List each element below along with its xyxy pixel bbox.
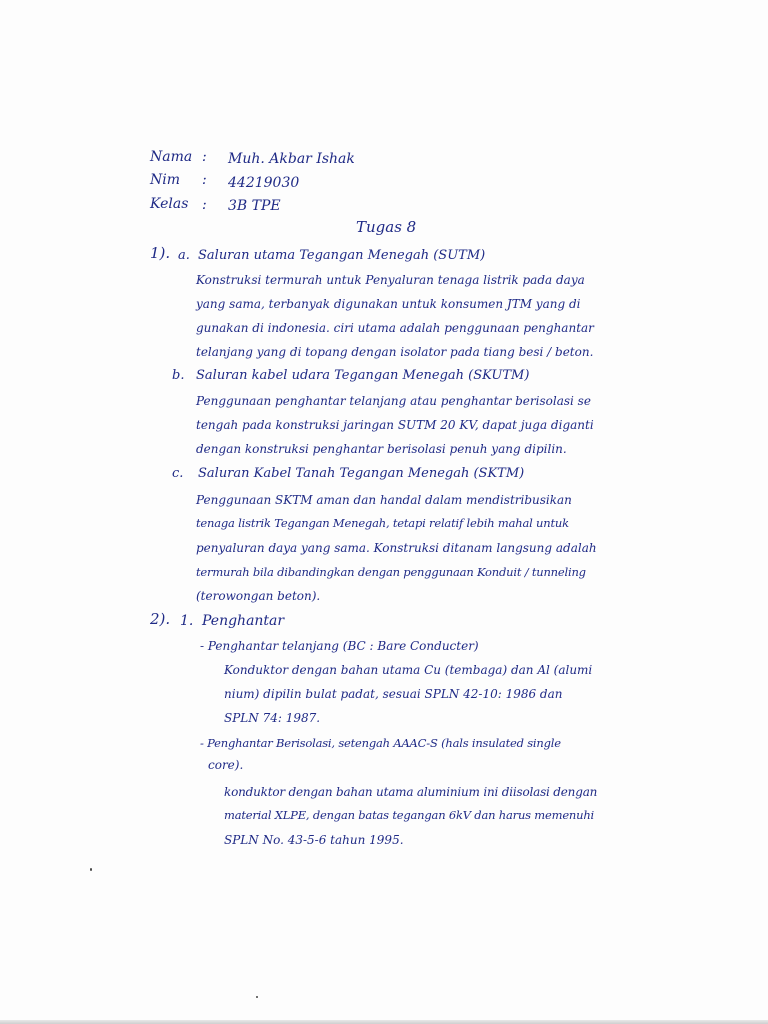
stray-mark xyxy=(256,996,258,998)
q1a-line-1: Konstruksi termurah untuk Penyaluran tenaga listrik pada daya xyxy=(196,273,585,287)
q1b-heading: Saluran kabel udara Tegangan Menegah (SKUTM) xyxy=(196,368,530,383)
q2-sub-number: 1. xyxy=(180,613,194,629)
q1a-heading: Saluran utama Tegangan Menegah (SUTM) xyxy=(198,248,486,263)
nama-separator: : xyxy=(202,149,207,165)
q1c-line-5: (terowongan beton). xyxy=(196,589,321,603)
q2-item1-title: - Penghantar telanjang (BC : Bare Conducter) xyxy=(200,639,479,653)
nim-value: 44219030 xyxy=(228,175,300,191)
kelas-value: 3B TPE xyxy=(228,198,281,214)
q2-item1-line-2: nium) dipilin bulat padat, sesuai SPLN 42-10: 1986 dan xyxy=(224,687,563,701)
q2-heading: Penghantar xyxy=(202,613,285,629)
nama-value: Muh. Akbar Ishak xyxy=(228,151,355,167)
q2-item2-title-cont: core). xyxy=(208,758,244,772)
scan-edge xyxy=(0,1020,768,1024)
q2-item2-line-2: material XLPE, dengan batas tegangan 6kV dan harus memenuhi xyxy=(224,808,595,822)
nama-label: Nama xyxy=(150,149,193,165)
q1b-line-2: tengah pada konstruksi jaringan SUTM 20 KV, dapat juga diganti xyxy=(196,418,594,432)
q1a-line-4: telanjang yang di topang dengan isolator pada tiang besi / beton. xyxy=(196,345,594,359)
q1c-line-1: Penggunaan SKTM aman dan handal dalam mendistribusikan xyxy=(196,493,572,507)
q1c-line-2: tenaga listrik Tegangan Menegah, tetapi relatif lebih mahal untuk xyxy=(196,516,569,530)
kelas-label: Kelas xyxy=(150,196,189,212)
q1a-marker: a. xyxy=(178,248,190,263)
page-title: Tugas 8 xyxy=(356,218,417,236)
q2-item2-line-1: konduktor dengan bahan utama aluminium ini diisolasi dengan xyxy=(224,785,598,799)
q1b-line-1: Penggunaan penghantar telanjang atau penghantar berisolasi se xyxy=(196,394,591,408)
q1-number: 1). xyxy=(150,244,171,262)
q1c-line-4: termurah bila dibandingkan dengan penggunaan Konduit / tunneling xyxy=(196,565,586,579)
q1b-marker: b. xyxy=(172,368,185,383)
q1c-marker: c. xyxy=(172,466,184,481)
stray-mark xyxy=(90,868,92,871)
q1a-line-3: gunakan di indonesia. ciri utama adalah penggunaan penghantar xyxy=(196,321,594,335)
q2-item1-line-3: SPLN 74: 1987. xyxy=(224,711,321,725)
q2-item2-line-3: SPLN No. 43-5-6 tahun 1995. xyxy=(224,833,404,847)
q1b-line-3: dengan konstruksi penghantar berisolasi penuh yang dipilin. xyxy=(196,442,567,456)
q1c-heading: Saluran Kabel Tanah Tegangan Menegah (SKTM) xyxy=(198,466,525,481)
nim-separator: : xyxy=(202,172,207,188)
kelas-separator: : xyxy=(202,197,207,213)
q2-number: 2). xyxy=(150,610,171,628)
q1a-line-2: yang sama, terbanyak digunakan untuk konsumen JTM yang di xyxy=(196,297,581,311)
q2-item1-line-1: Konduktor dengan bahan utama Cu (tembaga) dan Al (alumi xyxy=(224,663,593,677)
nim-label: Nim xyxy=(150,172,181,188)
q2-item2-title: - Penghantar Berisolasi, setengah AAAC-S (hals insulated single xyxy=(200,736,561,750)
q1c-line-3: penyaluran daya yang sama. Konstruksi ditanam langsung adalah xyxy=(196,541,597,555)
